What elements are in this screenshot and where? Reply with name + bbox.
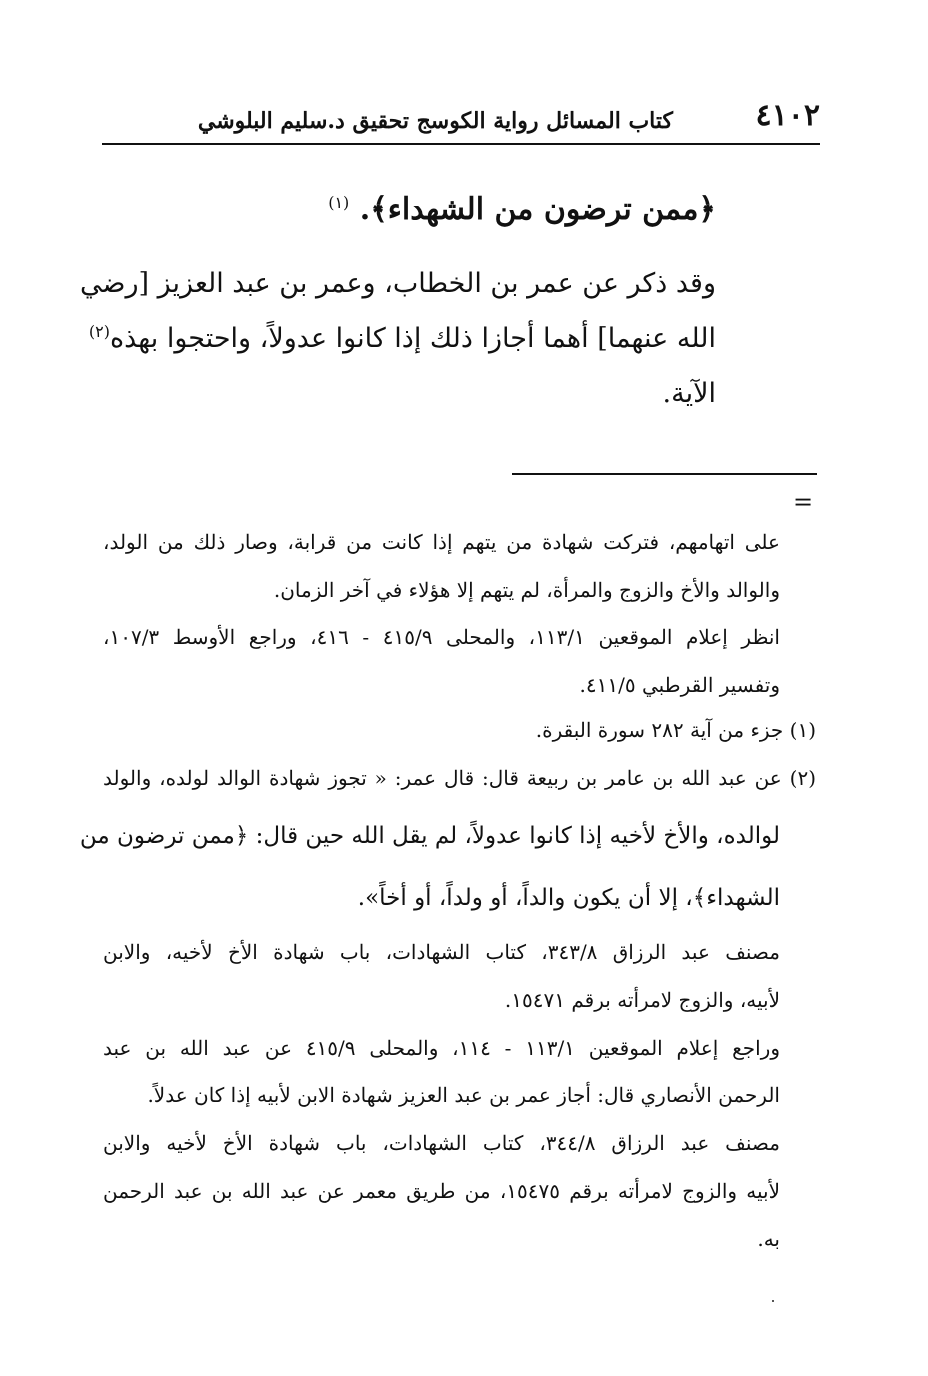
footnote-2-line: لوالده، والأخ لأخيه إذا كانوا عدولاً، لم يقل الله حين قال: ﴿ممن ترضون من — [79, 823, 780, 849]
footnote-line: مصنف عبد الرزاق ٣٤٣/٨، كتاب الشهادات، باب شهادة الأخ لأخيه، والابن — [103, 940, 780, 964]
running-header-title: كتاب المسائل رواية الكوسج تحقيق د.سليم البلوشي — [197, 108, 673, 134]
footnote-line: والوالد والأخ والزوج والمرأة، لم يتهم إلا هؤلاء في آخر الزمان. — [273, 578, 780, 602]
footnote-2-line: الشهداء﴾، إلا أن يكون والداً، أو ولداً، أو أخاً». — [357, 885, 780, 911]
page-number: ٤١٠٢ — [755, 98, 820, 133]
footnote-line: على اتهامهم، فتركت شهادة من يتهم إذا كانت من قرابة، وصار ذلك من الولد، — [103, 530, 780, 554]
main-text-line-3: الآية. — [662, 378, 716, 409]
footnote-ref-2: (٢) — [88, 322, 110, 341]
footnote-line: وتفسير القرطبي ٤١١/٥. — [579, 673, 780, 697]
footnote-line: به. — [757, 1227, 780, 1251]
footnote-1: (١) جزء من آية ٢٨٢ سورة البقرة. — [535, 718, 816, 742]
footnote-line: لأبيه والزوج لامرأته برقم ١٥٤٧٥، من طريق معمر عن عبد الله بن عبد الرحمن — [103, 1179, 781, 1203]
main-text-line-2 — [88, 322, 716, 354]
footnote-continuation-mark: = — [793, 488, 814, 516]
header-divider — [102, 143, 820, 145]
footnote-line: لأبيه، والزوج لامرأته برقم ١٥٤٧١. — [504, 988, 780, 1012]
footnote-divider — [512, 473, 817, 475]
footnote-line: انظر إعلام الموقعين ١١٣/١، والمحلى ٤١٥/٩ - ٤١٦، وراجع الأوسط ١٠٧/٣، — [103, 625, 780, 649]
footnote-ref-1: (١) — [328, 193, 350, 212]
verse-text: ﴿ممن ترضون من الشهداء﴾. — [359, 192, 716, 227]
footnote-line: الرحمن الأنصاري قال: أجاز عمر بن عبد العزيز شهادة الابن لأبيه إذا كان عدلاً. — [147, 1083, 780, 1107]
scan-speck — [772, 1300, 774, 1302]
footnote-line: مصنف عبد الرزاق ٣٤٤/٨، كتاب الشهادات، باب شهادة الأخ لأخيه والابن — [103, 1131, 780, 1155]
quranic-verse — [328, 192, 716, 227]
main-text-line-1: وقد ذكر عن عمر بن الخطاب، وعمر بن عبد العزيز [رضي — [80, 268, 716, 299]
footnote-2-line: (٢) عن عبد الله بن عامر بن ربيعة قال: قال عمر: « تجوز شهادة الوالد لولده، والولد — [103, 766, 816, 790]
footnote-line: وراجع إعلام الموقعين ١١٣/١ - ١١٤، والمحلى ٤١٥/٩ عن عبد الله بن عبد — [103, 1036, 780, 1060]
main-text-line-2-text: الله عنهما] أهما أجازا ذلك إذا كانوا عدولاً، واحتجوا بهذه — [109, 323, 716, 354]
